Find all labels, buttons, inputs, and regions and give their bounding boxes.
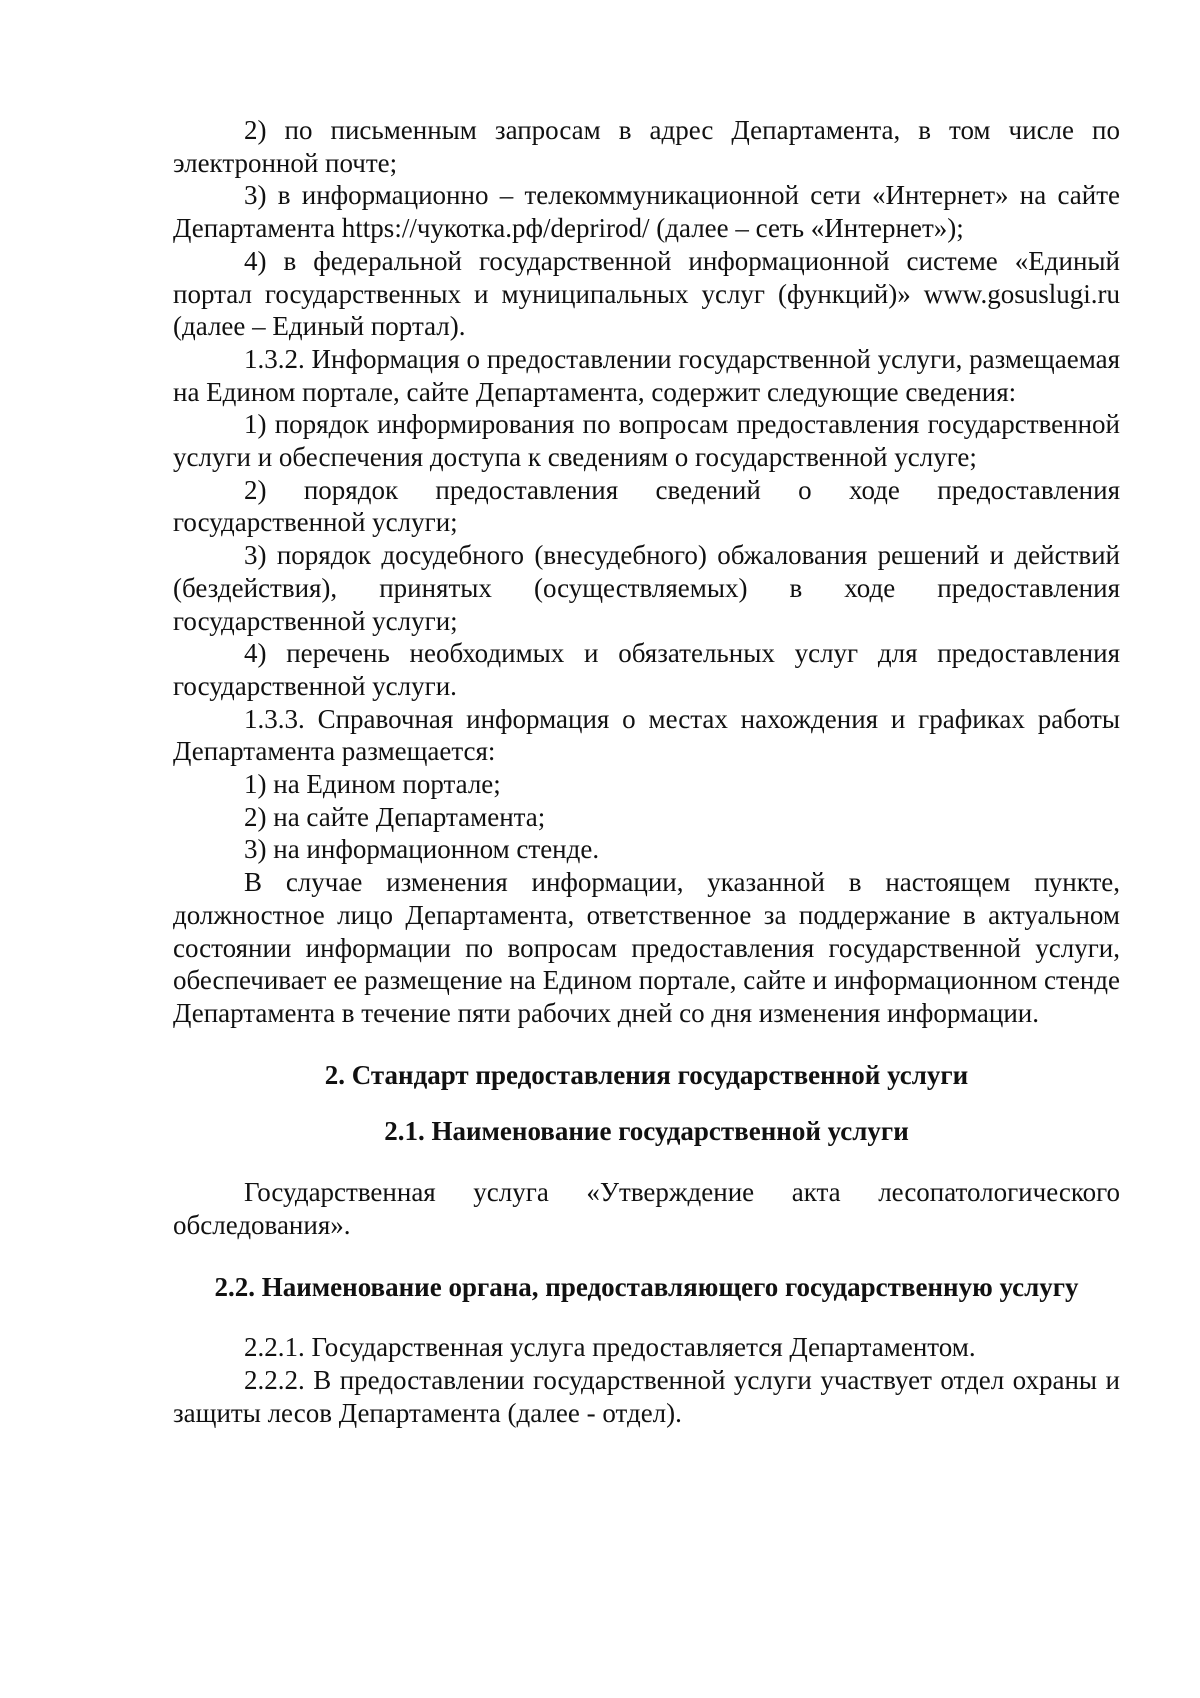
paragraph-internet-site: 3) в информационно – телекоммуникационной сети «Интернет» на сайте Департамента https://чукотка.рф/deprirod/ (далее – сеть «Интернет»); — [173, 180, 1120, 244]
paragraph-required-services: 4) перечень необходимых и обязательных услуг для предоставления государственной услуги. — [173, 638, 1120, 701]
paragraph-unified-portal: 4) в федеральной государственной информационной системе «Единый портал государственных и муниципальных услуг (функций)» www.gosuslugi.ru (далее – Единый портал). — [173, 245, 1120, 342]
document-page — [173, 114, 1120, 1429]
paragraph-appeal-procedure: 3) порядок досудебного (внесудебного) обжалования решений и действий (бездействия), принятых (осуществляемых) в ходе предоставления государственной услуги; — [173, 540, 1120, 636]
heading-section-2: 2. Стандарт предоставления государственной услуги — [324, 1059, 969, 1090]
heading-2-2: 2.2. Наименование органа, предоставляющего государственную услугу — [214, 1271, 1079, 1302]
paragraph-2-2-1: 2.2.1. Государственная услуга предоставляется Департаментом. — [244, 1332, 976, 1363]
list-item-portal: 1) на Едином портале; — [244, 769, 501, 800]
paragraph-1-3-3: 1.3.3. Справочная информация о местах нахождения и графиках работы Департамента размещается: — [173, 703, 1120, 767]
list-item-site: 2) на сайте Департамента; — [244, 801, 546, 832]
paragraph-2-2-2: 2.2.2. В предоставлении государственной услуги участвует отдел охраны и защиты лесов Департамента (далее - отдел). — [173, 1364, 1120, 1428]
paragraph-info-change: В случае изменения информации, указанной в настоящем пункте, должностное лицо Департамента, ответственное за поддержание в актуальном состоянии информации по вопросам предоставления государственной услуги, обеспечивает ее размещение на Едином портале, сайте и информационном стенде Департамента в течение пяти рабочих дней со дня изменения информации. — [173, 867, 1120, 1028]
paragraph-service-name: Государственная услуга «Утверждение акта лесопатологического обследования». — [173, 1177, 1120, 1240]
heading-2-1: 2.1. Наименование государственной услуги — [384, 1116, 909, 1147]
paragraph-info-procedure: 1) порядок информирования по вопросам предоставления государственной услуги и обеспечения доступа к сведениям о государственной услуге; — [173, 409, 1120, 473]
paragraph-progress-info: 2) порядок предоставления сведений о ходе предоставления государственной услуги; — [173, 474, 1120, 538]
paragraph-written-requests: 2) по письменным запросам в адрес Департамента, в том числе по электронной почте; — [173, 115, 1120, 178]
list-item-stand: 3) на информационном стенде. — [244, 834, 600, 865]
paragraph-1-3-2: 1.3.2. Информация о предоставлении государственной услуги, размещаемая на Едином портале, сайте Департамента, содержит следующие сведения: — [173, 343, 1120, 407]
